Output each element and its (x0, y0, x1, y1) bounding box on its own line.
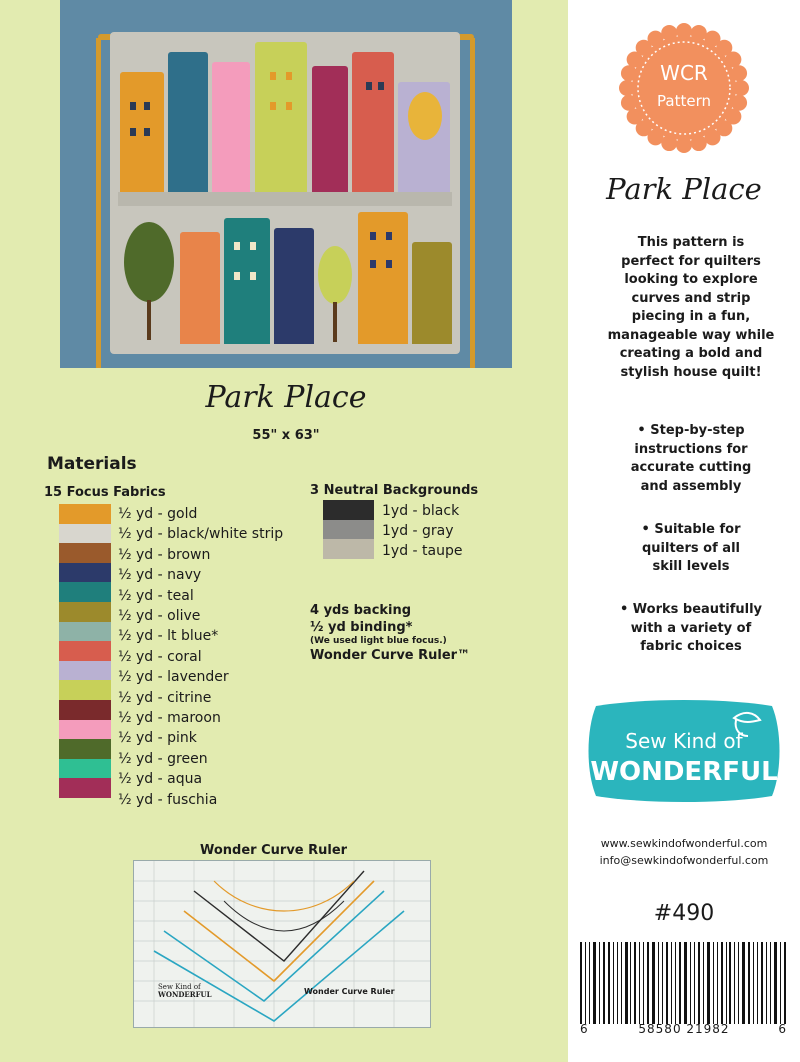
fabric-swatch (59, 680, 111, 700)
text-line: curves and strip (631, 290, 751, 306)
fabric-label: ½ yd - gold (118, 506, 198, 522)
fabric-label: ½ yd - maroon (118, 710, 221, 727)
pattern-number: #490 (653, 901, 715, 926)
barcode-bar (761, 942, 763, 1024)
wcr-logo: WCR (660, 61, 708, 85)
house (120, 72, 164, 192)
barcode-bar (593, 942, 596, 1024)
text-line: accurate cutting (630, 460, 752, 475)
barcode-bar (734, 942, 735, 1024)
neutral-label: 1yd - black (382, 503, 460, 519)
feature-step-by-step (596, 422, 786, 496)
barcode-bar (726, 942, 727, 1024)
side-panel (568, 0, 800, 1062)
barcode-bar (742, 942, 745, 1024)
house (352, 52, 394, 192)
ruler-caption: Wonder Curve Ruler (200, 843, 348, 858)
barcode-bar (780, 942, 781, 1024)
barcode-bar (784, 942, 786, 1024)
barcode-bar (652, 942, 655, 1024)
tree-trunk (147, 300, 151, 340)
barcode-bar (757, 942, 758, 1024)
ruler-drawing (134, 861, 430, 1027)
text-line: fabric choices (640, 639, 742, 654)
window (130, 102, 136, 110)
barcode-bar (738, 942, 739, 1024)
window (386, 260, 392, 268)
neutral-swatches (323, 500, 374, 559)
barcode-bar (608, 942, 610, 1024)
tree (318, 246, 352, 304)
ruler-brand-line1: Sew Kind of (158, 983, 201, 991)
barcode-bar (662, 942, 663, 1024)
contact-info (568, 835, 800, 869)
barcode-bar (613, 942, 614, 1024)
text-line: manageable way while (607, 327, 775, 343)
barcode-bar (698, 942, 700, 1024)
barcode-bar (621, 942, 622, 1024)
neutral-backgrounds-heading: 3 Neutral Backgrounds (310, 483, 479, 498)
additional-materials (310, 602, 470, 664)
barcode-bar (666, 942, 668, 1024)
fabric-label: ½ yd - lt blue* (118, 628, 219, 645)
neutral-label: 1yd - taupe (382, 543, 463, 559)
barcode-bar (589, 942, 590, 1024)
quilt (110, 32, 460, 354)
barcode (580, 942, 786, 1040)
window (370, 232, 376, 240)
rack-left-post (96, 38, 101, 368)
fabric-swatch (59, 602, 111, 622)
barcode-bar (630, 942, 631, 1024)
window (386, 232, 392, 240)
barcode-bar (721, 942, 723, 1024)
window (144, 128, 150, 136)
fabric-swatch (59, 700, 111, 720)
ruler-image (133, 860, 431, 1028)
barcode-last-digit: 6 (778, 1022, 786, 1036)
fabric-swatch (59, 524, 111, 544)
fabric-swatch (59, 622, 111, 642)
text-line: This pattern is (637, 235, 745, 250)
brand-line2: WONDERFUL (590, 757, 778, 787)
fabric-label: ½ yd - coral (118, 648, 202, 665)
house (274, 228, 314, 344)
house (212, 62, 250, 192)
wcr-badge-label: Pattern (657, 92, 711, 110)
text-line: piecing in a fun, (631, 309, 751, 324)
fabric-swatch (59, 759, 111, 779)
focus-fabrics-heading: 15 Focus Fabrics (44, 485, 166, 500)
fabric-label: ½ yd - pink (118, 730, 197, 747)
fabric-label: ½ yd - citrine (118, 689, 212, 706)
window (234, 272, 240, 280)
barcode-bar (634, 942, 636, 1024)
neutral-list (382, 501, 462, 561)
barcode-bar (753, 942, 754, 1024)
house (168, 52, 208, 192)
barcode-bar (717, 942, 718, 1024)
website-link[interactable]: www.sewkindofwonderful.com (600, 837, 768, 850)
barcode-bar (599, 942, 600, 1024)
house (224, 218, 270, 344)
fabric-swatch (59, 720, 111, 740)
pattern-title: Park Place (205, 380, 367, 415)
side-title: Park Place (606, 172, 762, 206)
brand-logo (584, 700, 784, 802)
barcode-bar (603, 942, 605, 1024)
feature-all-levels (596, 521, 786, 577)
barcode-bar (774, 942, 777, 1024)
barcode-bar (617, 942, 618, 1024)
text-line: skill levels (652, 559, 730, 574)
fabric-label: ½ yd - navy (118, 567, 202, 584)
window (286, 72, 292, 80)
barcode-bar (748, 942, 750, 1024)
text-line: creating a bold and (619, 346, 763, 361)
window (250, 272, 256, 280)
house (255, 42, 307, 192)
barcode-bar (690, 942, 691, 1024)
fabric-label: ½ yd - brown (118, 546, 211, 563)
quilt-divider (118, 192, 452, 206)
fabric-swatch (59, 563, 111, 583)
barcode-first-digit: 6 (580, 1022, 588, 1036)
text-line: and assembly (640, 478, 742, 494)
neutral-label: 1yd - gray (382, 523, 454, 539)
quilt-photo (60, 0, 512, 368)
window (270, 102, 276, 110)
window (270, 72, 276, 80)
ruler-printed-label: Wonder Curve Ruler (304, 987, 395, 996)
fabric-label: ½ yd - green (118, 750, 208, 767)
pattern-description (596, 234, 786, 382)
fabric-swatch (59, 641, 111, 661)
barcode-bar (671, 942, 672, 1024)
barcode-bar (639, 942, 640, 1024)
feature-fabric-variety (596, 601, 786, 657)
text-line: quilters of all (642, 540, 740, 556)
window (144, 102, 150, 110)
ruler-brand-line2: WONDERFUL (158, 990, 212, 999)
window (366, 82, 372, 90)
materials-heading: Materials (47, 454, 137, 474)
barcode-bar (766, 942, 767, 1024)
fabric-label: ½ yd - aqua (118, 771, 203, 788)
neutral-swatch (323, 539, 374, 559)
text-line: • Works beautifully (619, 602, 763, 617)
fabric-swatch (59, 504, 111, 524)
email-link[interactable]: info@sewkindofwonderful.com (599, 854, 769, 867)
tree-trunk (333, 302, 337, 342)
rack-right-post (470, 38, 475, 368)
window (130, 128, 136, 136)
barcode-bars (580, 942, 786, 1024)
fabric-swatch (59, 661, 111, 681)
barcode-digits: 58580 21982 (638, 1022, 730, 1036)
house (312, 66, 348, 192)
barcode-bar (729, 942, 731, 1024)
text-line: • Step-by-step (637, 423, 745, 438)
tree (408, 92, 442, 140)
binding-note: (We used light blue focus.) (310, 636, 447, 646)
barcode-bar (643, 942, 644, 1024)
fabric-label: ½ yd - olive (118, 608, 201, 625)
brand-line1: Sew Kind of (625, 729, 743, 753)
focus-fabric-swatches (59, 504, 111, 798)
wcr-badge-circle (632, 36, 736, 140)
text-line: looking to explore (624, 272, 758, 287)
window (250, 242, 256, 250)
text-line: instructions for (634, 441, 748, 457)
barcode-bar (684, 942, 687, 1024)
text-line: perfect for quilters (621, 253, 761, 269)
fabric-swatch (59, 778, 111, 798)
fabric-label: ½ yd - teal (118, 587, 194, 604)
barcode-bar (703, 942, 704, 1024)
fabric-label: ½ yd - lavender (118, 669, 229, 686)
backing-amount: 4 yds backing (310, 603, 412, 618)
window (370, 260, 376, 268)
window (286, 102, 292, 110)
barcode-bar (658, 942, 659, 1024)
barcode-bar (770, 942, 771, 1024)
window (234, 242, 240, 250)
fabric-label: ½ yd - black/white strip (118, 526, 284, 543)
house (412, 242, 452, 344)
barcode-bar (625, 942, 628, 1024)
barcode-bar (585, 942, 586, 1024)
barcode-bar (707, 942, 710, 1024)
barcode-bar (647, 942, 649, 1024)
fabric-label: ½ yd - fuschia (118, 791, 218, 808)
barcode-bar (713, 942, 714, 1024)
barcode-bar (694, 942, 695, 1024)
focus-fabric-list (118, 504, 283, 810)
ruler-requirement: Wonder Curve Ruler™ (310, 648, 471, 663)
tree (124, 222, 174, 302)
barcode-bar (580, 942, 582, 1024)
fabric-swatch (59, 739, 111, 759)
wcr-badge (609, 18, 759, 158)
neutral-swatch (323, 500, 374, 520)
barcode-bar (679, 942, 681, 1024)
neutral-swatch (323, 520, 374, 540)
ruler-brand (158, 983, 212, 999)
quilt-size: 55" x 63" (252, 428, 320, 443)
binding-amount: ½ yd binding* (310, 620, 413, 635)
fabric-swatch (59, 582, 111, 602)
fabric-swatch (59, 543, 111, 563)
house (358, 212, 408, 344)
text-line: stylish house quilt! (620, 364, 762, 380)
text-line: with a variety of (630, 620, 752, 636)
window (378, 82, 384, 90)
house (180, 232, 220, 344)
barcode-bar (675, 942, 676, 1024)
text-line: • Suitable for (641, 522, 741, 537)
